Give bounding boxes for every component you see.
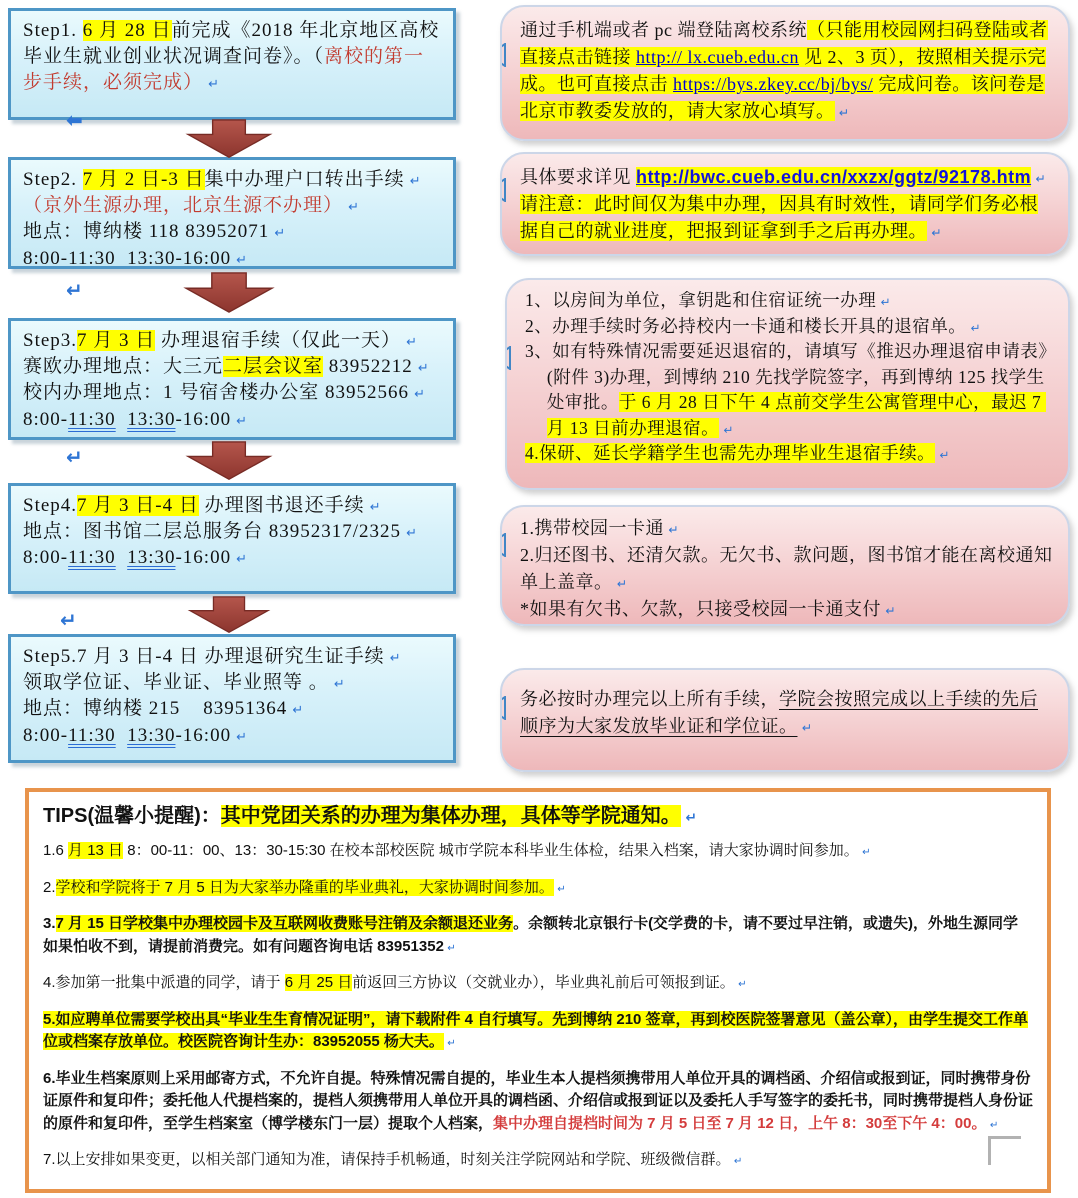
paragraph bbox=[43, 1068, 1033, 1136]
paragraph bbox=[23, 193, 443, 219]
paragraph bbox=[23, 644, 443, 670]
text-run: ↵ bbox=[384, 651, 402, 666]
paragraph bbox=[43, 877, 1033, 900]
text-run: 11:30 bbox=[68, 547, 116, 569]
text-run: ↵ bbox=[834, 106, 850, 120]
tips-items bbox=[43, 840, 1033, 1172]
bubble-pointer-icon bbox=[500, 178, 506, 202]
bubble-pointer-icon bbox=[505, 346, 511, 370]
note-bubble-step1 bbox=[500, 5, 1070, 141]
paragraph bbox=[520, 164, 1054, 191]
text-run: 3. bbox=[43, 915, 56, 932]
paragraph bbox=[520, 596, 1054, 623]
text-run: ↵ bbox=[966, 320, 981, 335]
text-run: ↵ bbox=[412, 361, 430, 377]
bubble-text bbox=[525, 288, 1054, 467]
text-run: ↵ bbox=[364, 500, 382, 515]
text-run: ↵ bbox=[876, 295, 891, 309]
paragraph bbox=[23, 219, 443, 245]
down-arrow-icon bbox=[181, 596, 277, 634]
return-mark-icon: ⬅ bbox=[66, 108, 83, 132]
text-run: 2、办理手续时务必持校内一卡通和楼长开具的退宿单。 bbox=[525, 315, 967, 336]
note-bubble-step3 bbox=[505, 278, 1070, 490]
step5-box bbox=[8, 634, 456, 763]
text-run: 2. bbox=[43, 878, 56, 896]
text-run: ↵ bbox=[553, 883, 566, 895]
text-run: 7 月 3 日-4 日 bbox=[77, 495, 199, 516]
link[interactable]: http:// lx.cueb.edu.cn bbox=[636, 47, 799, 67]
text-run: 6 月 28 日 bbox=[82, 20, 172, 41]
bubble-text bbox=[520, 515, 1054, 623]
text-run: ↵ bbox=[401, 335, 418, 350]
text-run: 11:30 bbox=[68, 408, 116, 430]
text-run: 办理退宿手续（仅此一天） bbox=[155, 330, 402, 351]
text-run: 请注意：此时间仅为集中办理，因具有时效性，请同学们务必根据自己的就业进度，把报到证拿到手之后再办理。 bbox=[520, 194, 1038, 241]
text-run: 5.如应聘单位需要学校出具“毕业生生育情况证明”，请下载附件 4 自行填写。先到博纳 210 签章，再到校医院签署意见（盖公章），由学生提交工作单位或档案存放单位。校医院咨询计生办：83952055 杨大夫。 bbox=[43, 1010, 1029, 1050]
text-run: 1、以房间为单位，拿钥匙和住宿证统一办理 bbox=[525, 290, 877, 310]
text-run: ↵ bbox=[287, 703, 305, 719]
text-run: 8：00-11：00、13：30-15:30 在校本部校医院 城市学院本科毕业生体检，结果入档案，请大家协调时间参加。 bbox=[123, 842, 859, 859]
text-run: 离校的第一步手续，必须完成） bbox=[23, 46, 425, 94]
paragraph bbox=[23, 407, 443, 433]
text-run: 办理图书退还手续 bbox=[198, 495, 365, 516]
paragraph bbox=[23, 545, 443, 571]
text-run: 4.参加第一批集中派遣的同学，请于 bbox=[43, 974, 285, 991]
text-run: -16:00 bbox=[175, 408, 232, 430]
text-run: Step1. bbox=[23, 20, 83, 41]
text-run: 赛欧办理地点：大三元 bbox=[23, 356, 224, 378]
return-mark-icon: ↵ bbox=[66, 445, 83, 469]
paragraph bbox=[43, 802, 1033, 830]
text-run: ↵ bbox=[612, 577, 628, 591]
step1-box bbox=[8, 8, 456, 120]
paragraph bbox=[43, 1009, 1033, 1054]
paragraph bbox=[525, 441, 1054, 467]
text-run: 务必按时办理完以上所有手续， bbox=[520, 689, 779, 709]
text-run: 前完成《2018 年北京地区高校毕业生就业创业状况调查问卷》。（ bbox=[23, 20, 440, 68]
paragraph bbox=[23, 380, 443, 406]
paragraph bbox=[23, 328, 443, 354]
text-run: ↵ bbox=[680, 810, 697, 826]
text-run: 领取学位证、毕业证、毕业照等 。 bbox=[23, 672, 329, 694]
paragraph bbox=[23, 246, 443, 269]
text-run: 7 月 15 日学校集中办理校园卡及互联网收费账号注销及余额退还业务 bbox=[55, 915, 514, 932]
text-run: 集中办理户口转出手续 bbox=[204, 169, 405, 190]
text-run: 8:00-11:30 13:30-16:00 bbox=[23, 247, 232, 269]
text-run: 6.毕业生档案原则上采用邮寄方式，不允许自提。特殊情况需自提的，毕业生本人提档须携带用人单位开具的调档函、介绍信或报到证，同时携带身份证原件和复印件；委托他人代提档案的，提档人须携带用人单位开具的调档函、介绍信或报到证以及委托人手写签字的委托书，同时携带提档人身份证的原件和复印件，至学生档案室（博学楼东门一层）提取个人档案， bbox=[43, 1069, 1034, 1132]
bubble-pointer-icon bbox=[500, 696, 506, 720]
tips-box bbox=[25, 788, 1051, 1193]
bubble-text bbox=[520, 686, 1054, 740]
text-run: ↵ bbox=[927, 226, 943, 240]
paragraph bbox=[43, 840, 1033, 863]
note-bubble-step4 bbox=[500, 505, 1070, 626]
text-run: 8:00- bbox=[23, 724, 69, 746]
text-run bbox=[116, 547, 128, 568]
text-run: 7 月 2 日-3 日 bbox=[82, 169, 205, 190]
text-run: ↵ bbox=[409, 387, 426, 403]
text-run: 集中办理自提档时间为 7 月 5 日至 7 月 12 日，上午 8：30至下午 4：00。 bbox=[493, 1114, 987, 1132]
bubble-text bbox=[520, 164, 1054, 245]
text-run: ↵ bbox=[269, 226, 287, 242]
text-run: 83952212 bbox=[323, 356, 413, 378]
text-run: 地点：博纳楼 215 83951364 bbox=[23, 698, 288, 720]
down-arrow-icon bbox=[181, 119, 277, 159]
paragraph bbox=[520, 686, 1054, 740]
paragraph bbox=[520, 515, 1054, 542]
paragraph bbox=[525, 314, 1054, 340]
link[interactable]: https://bys.zkey.cc/bj/bys/ bbox=[673, 74, 874, 94]
text-run: ↵ bbox=[664, 523, 680, 537]
text-run: -16:00 bbox=[175, 547, 232, 569]
paragraph bbox=[23, 167, 443, 193]
text-run: （京外生源办理，北京生源不办理） bbox=[23, 195, 344, 217]
text-run bbox=[116, 409, 128, 430]
text-run: Step5.7 月 3 日-4 日 办理退研究生证手续 bbox=[23, 646, 385, 667]
text-run: 13:30 bbox=[127, 408, 176, 430]
text-run: ↵ bbox=[231, 729, 248, 745]
text-run: ↵ bbox=[730, 1156, 743, 1167]
text-run: ↵ bbox=[203, 77, 220, 93]
text-run: 8:00- bbox=[23, 408, 69, 430]
text-run: -16:00 bbox=[175, 724, 232, 746]
paragraph bbox=[23, 493, 443, 519]
text-run: ↵ bbox=[734, 979, 747, 990]
text-run: ↵ bbox=[231, 552, 248, 568]
text-run: ↵ bbox=[797, 721, 813, 735]
paragraph bbox=[23, 670, 443, 696]
text-run: ↵ bbox=[881, 604, 897, 618]
paragraph bbox=[525, 288, 1054, 314]
down-arrow-icon bbox=[181, 272, 277, 314]
paragraph bbox=[23, 18, 443, 97]
text-run: ↵ bbox=[986, 1119, 999, 1131]
text-run: 地点：图书馆二层总服务台 83952317/2325 bbox=[23, 521, 402, 543]
text-run: ↵ bbox=[719, 422, 734, 437]
paragraph bbox=[43, 972, 1033, 995]
step3-box bbox=[8, 318, 456, 440]
text-run: 7 月 3 日 bbox=[77, 330, 156, 351]
paragraph bbox=[23, 519, 443, 545]
text-run: 8:00- bbox=[23, 547, 69, 569]
text-run: ↵ bbox=[343, 200, 360, 216]
text-run: 。余额转北京银行卡(交学费的卡，请不要过早注销，或遗失)，外地生源同学如果怕收不到，请提前消费完。如有问题咨询电话 83951352 bbox=[43, 915, 1019, 955]
down-arrow-icon bbox=[181, 441, 277, 481]
paragraph bbox=[520, 191, 1054, 245]
text-run: ↵ bbox=[935, 448, 950, 463]
text-run: 见 2、3 页），按照相关提示完成。也可直接点击 bbox=[520, 47, 1046, 94]
return-mark-icon: ↵ bbox=[60, 608, 77, 632]
text-run: 前返回三方协议（交就业办），毕业典礼前后可领报到证。 bbox=[352, 974, 735, 991]
bubble-pointer-icon bbox=[500, 533, 506, 557]
bubble-text bbox=[520, 17, 1054, 125]
text-run: 二层会议室 bbox=[223, 356, 324, 378]
text-run: ↵ bbox=[231, 252, 248, 268]
text-run: ↵ bbox=[404, 174, 422, 189]
text-run: *如果有欠书、欠款，只接受校园一卡通支付 bbox=[520, 599, 881, 619]
text-run: Step3. bbox=[23, 330, 78, 351]
text-run: 学校和学院将于 7 月 5 日为大家举办隆重的毕业典礼，大家协调时间参加。 bbox=[55, 878, 554, 896]
paragraph bbox=[520, 17, 1054, 125]
text-run: 1.携带校园一卡通 bbox=[520, 518, 664, 538]
text-run: ↵ bbox=[1031, 172, 1047, 186]
text-run: 6 月 25 日 bbox=[284, 974, 353, 991]
text-run: 地点：博纳楼 118 83952071 bbox=[23, 221, 270, 243]
text-run: 13:30 bbox=[127, 724, 176, 746]
text-run: 11:30 bbox=[68, 724, 116, 746]
note-bubble-step2 bbox=[500, 152, 1070, 256]
paragraph bbox=[525, 339, 1054, 441]
text-run: Step2. bbox=[23, 169, 83, 190]
text-run: 4.保研、延长学籍学生也需先办理毕业生退宿手续。 bbox=[525, 443, 936, 464]
text-run: TIPS(温馨小提醒)： bbox=[43, 805, 221, 827]
tips-header bbox=[43, 802, 1033, 830]
text-run: （只能用校园网扫码登陆或者直接点击链接 bbox=[520, 20, 1048, 67]
text-run: 具体要求详见 bbox=[520, 167, 636, 187]
text-run: 13:30 bbox=[127, 547, 176, 569]
text-run: ↵ bbox=[858, 847, 871, 858]
paragraph bbox=[43, 913, 1033, 958]
paragraph bbox=[23, 354, 443, 380]
text-run: 其中党团关系的办理为集体办理，具体等学院通知。 bbox=[220, 805, 681, 827]
text-run: ↵ bbox=[443, 1038, 456, 1049]
paragraph bbox=[520, 542, 1054, 596]
text-run: ↵ bbox=[231, 413, 248, 429]
text-run bbox=[116, 725, 128, 746]
text-run: 3、如有特殊情况需要延迟退宿的，请填写《推迟办理退宿申请表》(附件 3)办理，到博纳 210 先找学院签字，再到博纳 125 找学生处审批。 bbox=[525, 341, 1048, 413]
text-run: 2.归还图书、还清欠款。无欠书、款问题，图书馆才能在离校通知单上盖章。 bbox=[520, 545, 1053, 592]
text-run: 学院会按照完成以上手续的先后顺序为大家发放毕业证和学位证。 bbox=[520, 689, 1038, 736]
text-run: ↵ bbox=[443, 942, 456, 954]
return-mark-icon: ↵ bbox=[66, 278, 83, 302]
paragraph bbox=[23, 696, 443, 722]
text-run: 校内办理地点：1 号宿舍楼办公室 83952566 bbox=[23, 382, 410, 404]
text-run: 于 6 月 28 日下午 4 点前交学生公寓管理中心，最迟 7 月 13 日前办理退宿。 bbox=[546, 392, 1047, 438]
text-run: ↵ bbox=[401, 526, 418, 542]
note-bubble-step5 bbox=[500, 668, 1070, 772]
step2-box bbox=[8, 157, 456, 269]
text-run: 完成问卷。该问卷是北京市教委发放的，请大家放心填写。 bbox=[520, 74, 1045, 121]
text-run: ↵ bbox=[328, 677, 346, 693]
paragraph bbox=[23, 723, 443, 749]
text-run: 月 13 日 bbox=[68, 842, 124, 859]
bubble-pointer-icon bbox=[500, 43, 506, 67]
text-run: 1.6 bbox=[43, 842, 69, 859]
corner-mark bbox=[988, 1136, 1021, 1165]
text-run: 7.以上安排如果变更，以相关部门通知为准，请保持手机畅通，时刻关注学院网站和学院、班级微信群。 bbox=[43, 1151, 731, 1168]
text-run: 通过手机端或者 pc 端登陆离校系统 bbox=[520, 20, 807, 40]
paragraph bbox=[43, 1149, 1033, 1172]
step4-box bbox=[8, 483, 456, 594]
link[interactable]: http://bwc.cueb.edu.cn/xxzx/ggtz/92178.htm bbox=[636, 167, 1032, 187]
text-run: Step4. bbox=[23, 495, 78, 516]
